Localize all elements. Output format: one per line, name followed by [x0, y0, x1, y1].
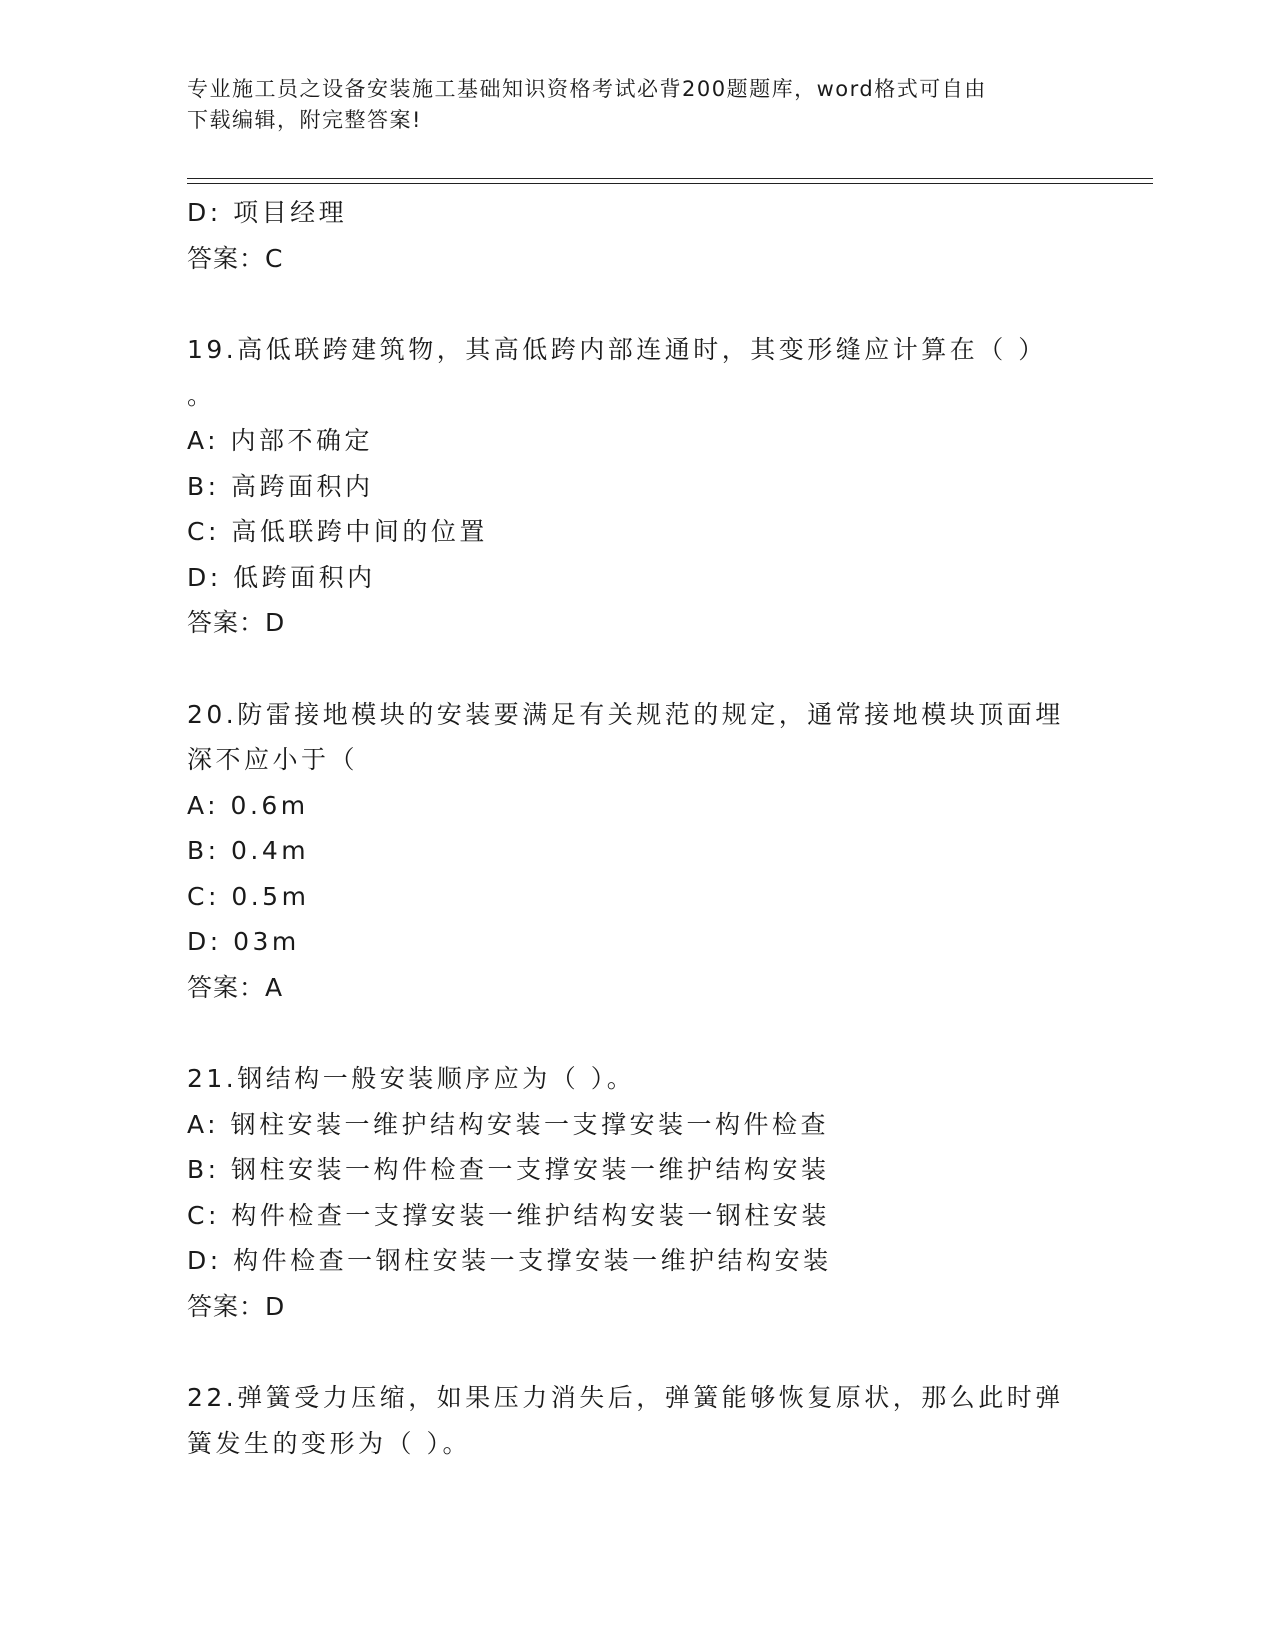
header-divider-bottom	[187, 183, 1153, 184]
question-stem: 20.防雷接地模块的安装要满足有关规范的规定，通常接地模块顶面埋	[187, 699, 1064, 729]
header-divider-top	[187, 178, 1153, 179]
option-c: C: 构件检查一支撑安装一维护结构安装一钢柱安装	[187, 1200, 830, 1230]
question-list	[187, 190, 1087, 1466]
answer: 答案：C	[187, 243, 284, 273]
option-d: D: 低跨面积内	[187, 562, 376, 592]
question-stem: 22.弹簧受力压缩，如果压力消失后，弹簧能够恢复原状，那么此时弹	[187, 1383, 1064, 1412]
option-d: D: 03m	[187, 927, 300, 956]
question-stem: 19.高低联跨建筑物，其高低跨内部连通时，其变形缝应计算在（ ）	[187, 335, 1047, 364]
option-c: C: 0.5m	[187, 881, 310, 911]
option-d: D: 构件检查一钢柱安装一支撑安装一维护结构安装	[187, 1246, 832, 1275]
previous-question-tail	[187, 190, 1087, 281]
question-stem: 21.钢结构一般安装顺序应为（ ）。	[187, 1064, 636, 1093]
question-21	[187, 1056, 1087, 1329]
option-b: B: 0.4m	[187, 836, 310, 865]
answer: 答案：D	[187, 608, 286, 637]
option-a: A: 内部不确定	[187, 426, 374, 455]
option-a: A: 钢柱安装一维护结构安装一支撑安装一构件检查	[187, 1109, 830, 1139]
question-22	[187, 1375, 1087, 1466]
option-d: D: 项目经理	[187, 198, 348, 227]
question-stem-continued: 深不应小于（	[187, 745, 359, 774]
question-19	[187, 327, 1087, 646]
option-b: B: 高跨面积内	[187, 471, 374, 501]
page-header	[187, 74, 1067, 136]
option-b: B: 钢柱安装一构件检查一支撑安装一维护结构安装	[187, 1155, 830, 1184]
header-line-1: 专业施工员之设备安装施工基础知识资格考试必背200题题库，word格式可自由	[187, 77, 987, 101]
answer: 答案：D	[187, 1291, 286, 1321]
question-stem-continued: 簧发生的变形为（ ）。	[187, 1428, 471, 1458]
answer: 答案：A	[187, 972, 284, 1002]
option-a: A: 0.6m	[187, 790, 309, 820]
question-stem-continued: 。	[187, 380, 216, 410]
option-c: C: 高低联跨中间的位置	[187, 517, 488, 546]
header-line-2: 下载编辑，附完整答案!	[187, 108, 422, 132]
question-20	[187, 692, 1087, 1011]
